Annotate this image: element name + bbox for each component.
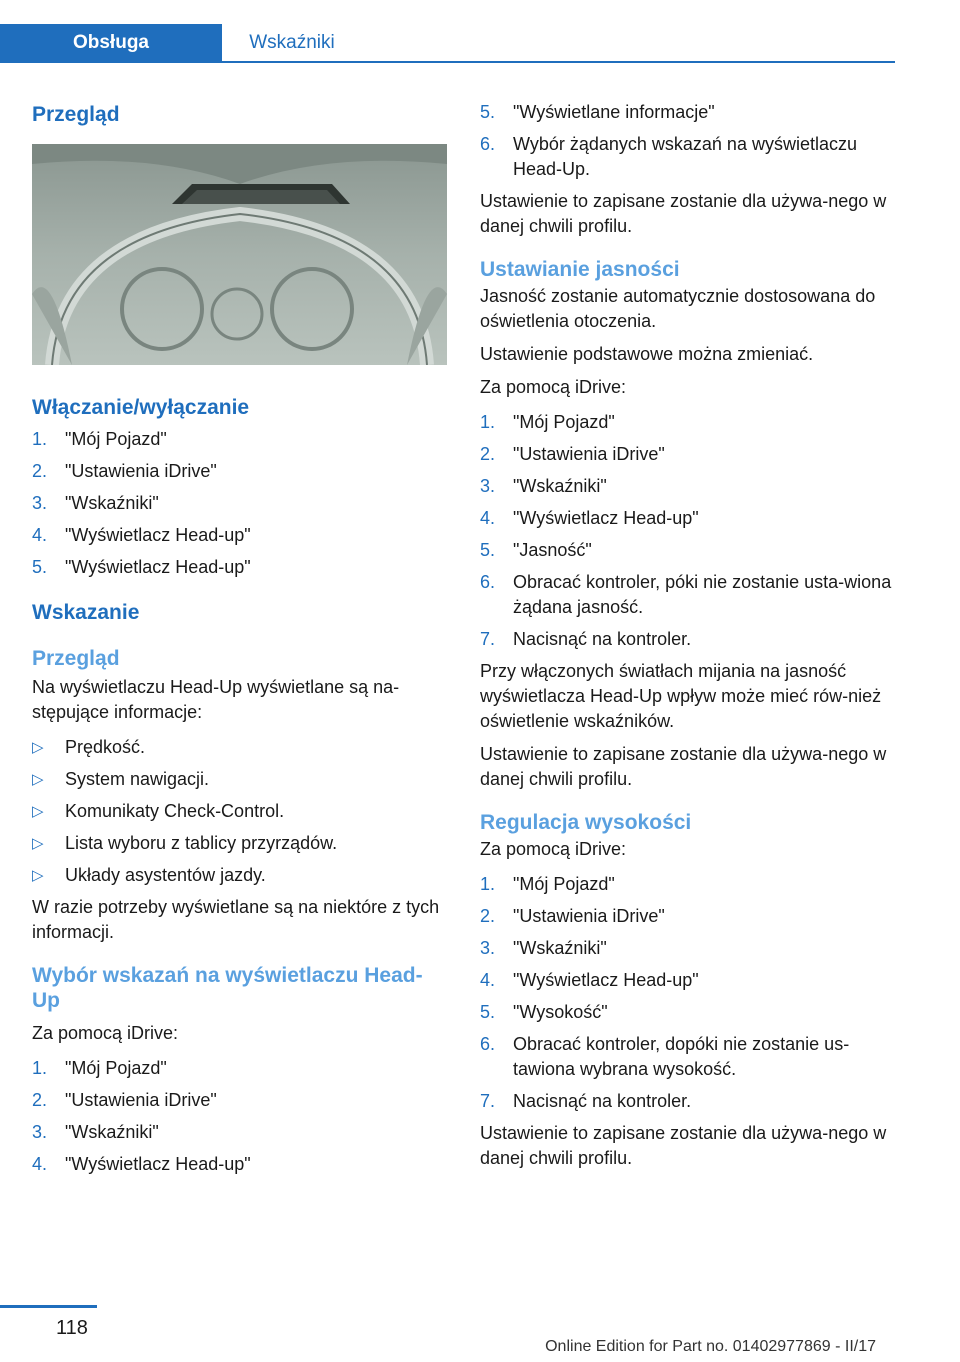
list-item: 3. "Wskaźniki" xyxy=(480,474,895,499)
list-item: 7. Nacisnąć na kontroler. xyxy=(480,1089,895,1114)
step-number: 3. xyxy=(480,938,496,958)
list-item: 5. "Jasność" xyxy=(480,538,895,563)
list-item: 2. "Ustawienia iDrive" xyxy=(480,904,895,929)
list-item: 3. "Wskaźniki" xyxy=(480,936,895,961)
step-number: 5. xyxy=(480,1002,496,1022)
tab-wskazniki[interactable]: Wskaźniki xyxy=(249,32,335,53)
display-heading: Wskazanie xyxy=(32,601,140,624)
step-number: 2. xyxy=(480,906,496,926)
select-steps xyxy=(32,1056,447,1177)
height-steps xyxy=(480,872,895,1114)
header-tabs xyxy=(0,24,895,63)
step-number: 4. xyxy=(480,970,496,990)
step-number: 7. xyxy=(480,629,496,649)
height-intro: Za pomocą iDrive: xyxy=(480,839,627,859)
list-item: 4. "Wyświetlacz Head-up" xyxy=(480,506,895,531)
step-number: 6. xyxy=(480,1034,496,1054)
triangle-bullet-icon: ▷ xyxy=(32,835,44,852)
list-item: 5. "Wyświetlane informacje" xyxy=(480,100,895,125)
step-number: 4. xyxy=(480,508,496,528)
list-item: ▷ Prędkość. xyxy=(32,735,447,760)
select-intro: Za pomocą iDrive: xyxy=(32,1023,179,1043)
step-number: 6. xyxy=(480,134,496,154)
list-item: 1. "Mój Pojazd" xyxy=(480,410,895,435)
step-number: 2. xyxy=(32,1090,48,1110)
display-subheading: Przegląd xyxy=(32,647,120,670)
triangle-bullet-icon: ▷ xyxy=(32,803,44,820)
height-note: Ustawienie to zapisane zostanie dla używa-nego w danej chwili profilu. xyxy=(480,1123,887,1168)
footer-edition: Online Edition for Part no. 01402977869 - II/17 xyxy=(545,1338,876,1355)
list-item: 4. "Wyświetlacz Head-up" xyxy=(32,523,447,548)
onoff-heading: Włączanie/wyłączanie xyxy=(32,396,250,419)
triangle-bullet-icon: ▷ xyxy=(32,771,44,788)
list-item: 5. "Wyświetlacz Head-up" xyxy=(32,555,447,580)
list-item: 6. Obracać kontroler, dopóki nie zostanie us-tawiona wybrana wysokość. xyxy=(480,1034,850,1079)
triangle-bullet-icon: ▷ xyxy=(32,867,44,884)
step-number: 1. xyxy=(32,1058,48,1078)
brightness-steps xyxy=(480,410,895,652)
select-note: Ustawienie to zapisane zostanie dla używa-nego w danej chwili profilu. xyxy=(480,191,887,236)
right-column xyxy=(480,100,895,1171)
select-heading: Wybór wskazań na wyświetlaczu Head-Up xyxy=(32,964,423,1012)
brightness-note-2: Ustawienie to zapisane zostanie dla używa-nego w danej chwili profilu. xyxy=(480,744,887,789)
step-number: 2. xyxy=(32,461,48,481)
brightness-text: Jasność zostanie automatycznie dostosowana do oświetlenia otoczenia. xyxy=(480,286,876,331)
list-item: 3. "Wskaźniki" xyxy=(32,1120,447,1145)
overview-heading: Przegląd xyxy=(32,103,120,126)
list-item: ▷ Układy asystentów jazdy. xyxy=(32,863,447,888)
list-item: 4. "Wyświetlacz Head-up" xyxy=(480,968,895,993)
brightness-note: Przy włączonych światłach mijania na jasność wyświetlacza Head-Up wpływ może mieć rów-nież oświetlenie wskaźników. xyxy=(480,661,882,731)
step-number: 3. xyxy=(32,493,48,513)
step-number: 5. xyxy=(480,102,496,122)
select-steps-continued xyxy=(480,100,895,182)
triangle-bullet-icon: ▷ xyxy=(32,739,44,756)
list-item: 1. "Mój Pojazd" xyxy=(32,427,447,452)
step-number: 1. xyxy=(32,429,48,449)
brightness-intro: Za pomocą iDrive: xyxy=(480,377,627,397)
list-item: 4. "Wyświetlacz Head-up" xyxy=(32,1152,447,1177)
list-item: 2. "Ustawienia iDrive" xyxy=(32,1088,447,1113)
step-number: 2. xyxy=(480,444,496,464)
step-number: 4. xyxy=(32,1154,48,1174)
step-number: 1. xyxy=(480,412,496,432)
footer-divider xyxy=(0,1305,97,1308)
step-number: 5. xyxy=(32,557,48,577)
list-item: 6. Wybór żądanych wskazań na wyświetlaczu Head-Up. xyxy=(480,134,857,179)
brightness-heading: Ustawianie jasności xyxy=(480,258,680,281)
step-number: 1. xyxy=(480,874,496,894)
left-column xyxy=(32,100,447,1184)
list-item: 2. "Ustawienia iDrive" xyxy=(480,442,895,467)
display-note: W razie potrzeby wyświetlane są na niektóre z tych informacji. xyxy=(32,897,440,942)
step-number: 3. xyxy=(32,1122,48,1142)
list-item: 2. "Ustawienia iDrive" xyxy=(32,459,447,484)
page-number: 118 xyxy=(56,1317,88,1339)
step-number: 7. xyxy=(480,1091,496,1111)
display-text: Na wyświetlaczu Head-Up wyświetlane są na-stępujące informacje: xyxy=(32,677,400,722)
list-item: 5. "Wysokość" xyxy=(480,1000,895,1025)
list-item: 1. "Mój Pojazd" xyxy=(32,1056,447,1081)
display-bullets xyxy=(32,735,447,888)
height-heading: Regulacja wysokości xyxy=(480,811,692,834)
list-item: 1. "Mój Pojazd" xyxy=(480,872,895,897)
step-number: 3. xyxy=(480,476,496,496)
list-item: ▷ Lista wyboru z tablicy przyrządów. xyxy=(32,831,447,856)
onoff-steps xyxy=(32,427,447,580)
list-item: ▷ Komunikaty Check-Control. xyxy=(32,799,447,824)
list-item: ▷ System nawigacji. xyxy=(32,767,447,792)
brightness-text-2: Ustawienie podstawowe można zmieniać. xyxy=(480,344,814,364)
tab-obsluga[interactable]: Obsługa xyxy=(0,24,222,61)
dashboard-illustration xyxy=(32,144,447,365)
step-number: 5. xyxy=(480,540,496,560)
list-item: 6. Obracać kontroler, póki nie zostanie usta-wiona żądana jasność. xyxy=(480,572,892,617)
step-number: 6. xyxy=(480,572,496,592)
list-item: 3. "Wskaźniki" xyxy=(32,491,447,516)
step-number: 4. xyxy=(32,525,48,545)
list-item: 7. Nacisnąć na kontroler. xyxy=(480,627,895,652)
